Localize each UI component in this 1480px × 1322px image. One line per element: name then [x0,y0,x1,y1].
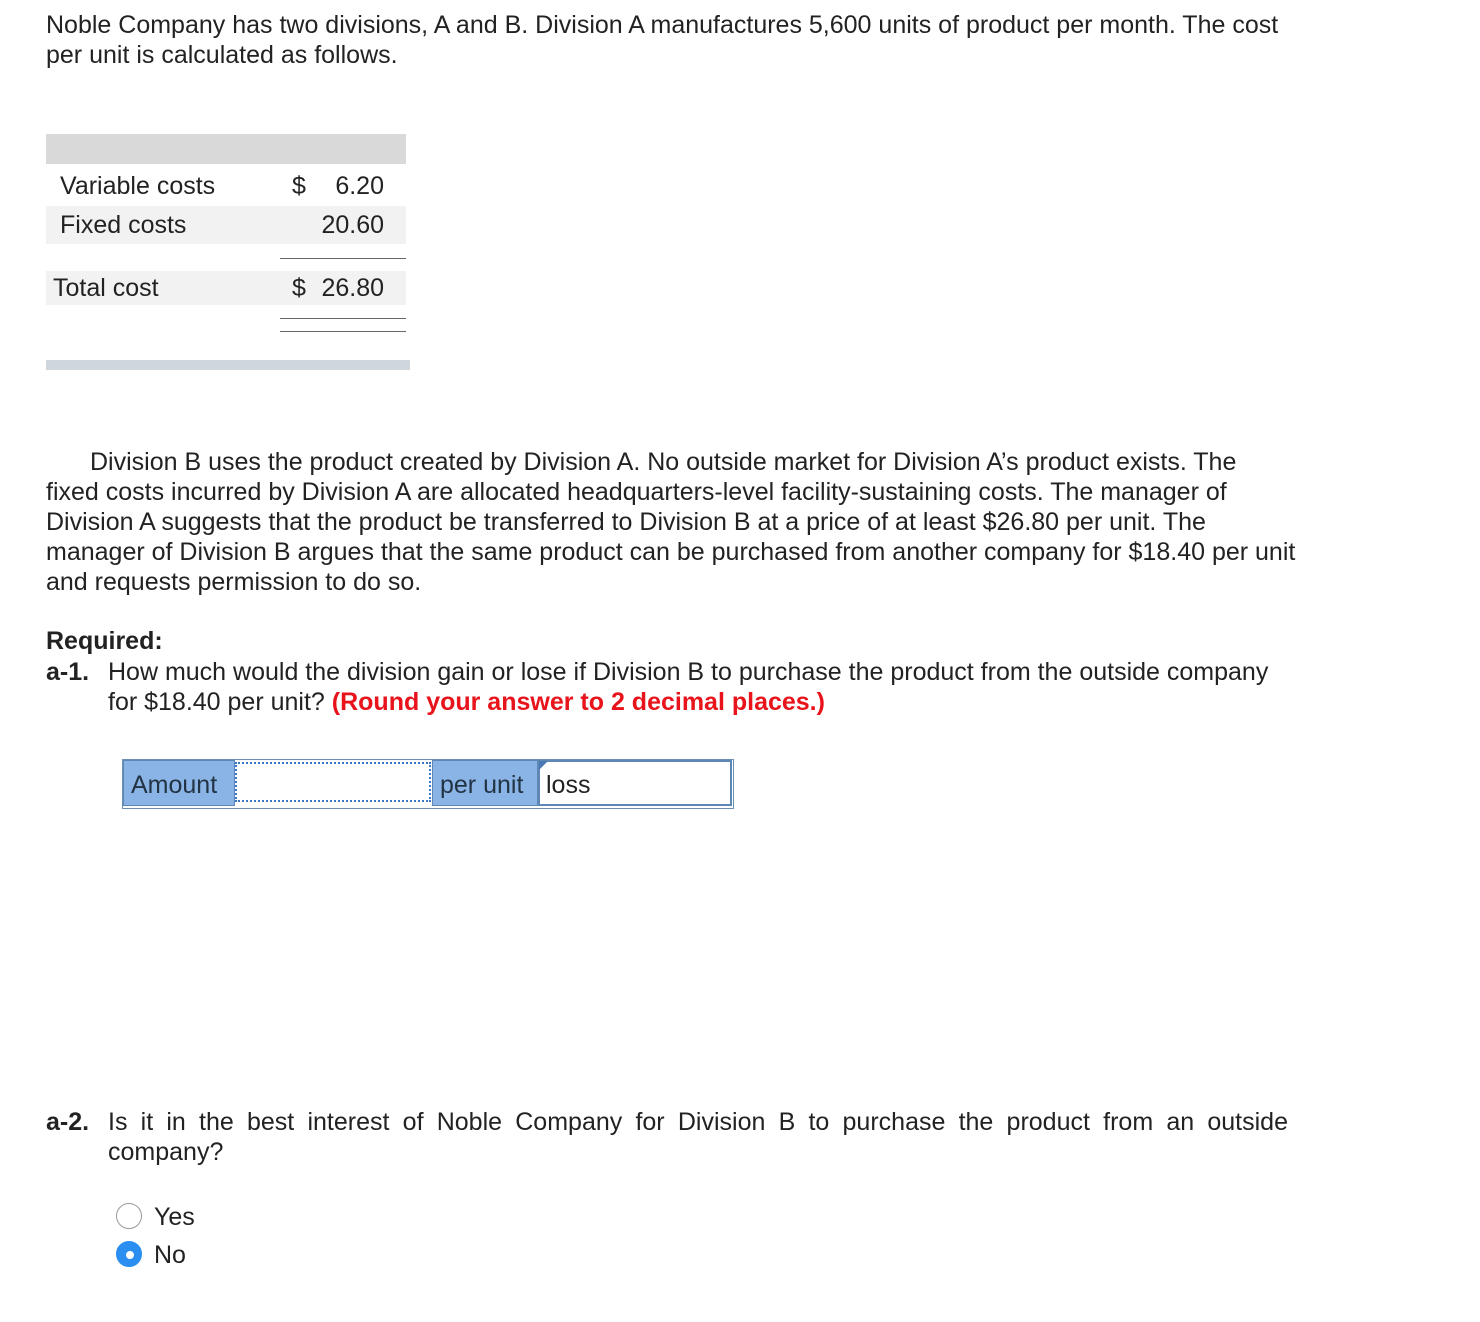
amount-label-cell [123,760,235,806]
question-a2-text: Is it in the best interest of Noble Company for Division B to purchase the product from an outside company? [108,1108,1288,1166]
radio-label-yes: Yes [154,1203,195,1231]
radio-button-yes[interactable] [116,1203,142,1229]
question-a1-body: How much would the division gain or lose if Division B to purchase the product from the outside company for $18.40 per unit? [108,658,1269,716]
row-label: Variable costs [60,172,216,200]
question-a1-label: a-1. [46,658,90,686]
radio-button-no[interactable] [116,1241,142,1267]
table-row-total-cost [46,271,406,305]
row-label: Total cost [53,274,159,302]
row-value: 26.80 [321,274,384,302]
answer-a1-row [122,759,734,809]
gain-loss-selected-value: loss [546,771,591,799]
radio-option-no[interactable] [116,1240,276,1270]
per-unit-label: per unit [440,771,524,799]
row-label: Fixed costs [60,211,187,239]
radio-option-yes[interactable] [116,1202,276,1232]
row-value: 6.20 [335,172,384,200]
gain-loss-dropdown[interactable] [538,760,732,806]
required-heading: Required: [46,627,163,655]
total-double-rule-top [280,318,406,319]
subtotal-rule [280,258,406,259]
currency-symbol: $ [292,274,306,302]
per-unit-label-cell [432,760,538,806]
currency-symbol: $ [292,172,306,200]
total-double-rule-bottom [280,331,406,332]
problem-paragraph: Division B uses the product created by Division A. No outside market for Division A’s product exists. The fixed costs incurred by Division A are allocated headquarters-level facility-sustaining costs. The manager of Division A suggests that the product be transferred to Division B at a price of at least $26.80 per unit. The manager of Division B argues that the same product can be purchased from another company for $18.40 per unit and requests permission to do so. [46,448,1296,596]
question-a1-text [108,657,1288,717]
radio-label-no: No [154,1241,186,1269]
table-row-variable-costs [46,167,406,205]
question-a2-label: a-2. [46,1108,90,1136]
table-header-bar [46,134,406,164]
table-footer-bar [46,360,410,370]
amount-label: Amount [131,771,218,799]
problem-intro: Noble Company has two divisions, A and B. Division A manufactures 5,600 units of product per month. The cost per unit is calculated as follows. [46,11,1279,69]
table-row-fixed-costs [46,206,406,244]
cost-per-unit-table [46,134,410,370]
row-value: 20.60 [321,211,384,239]
amount-input[interactable] [235,762,431,802]
dropdown-corner-marker [539,761,548,770]
rounding-hint: (Round your answer to 2 decimal places.) [331,688,825,716]
